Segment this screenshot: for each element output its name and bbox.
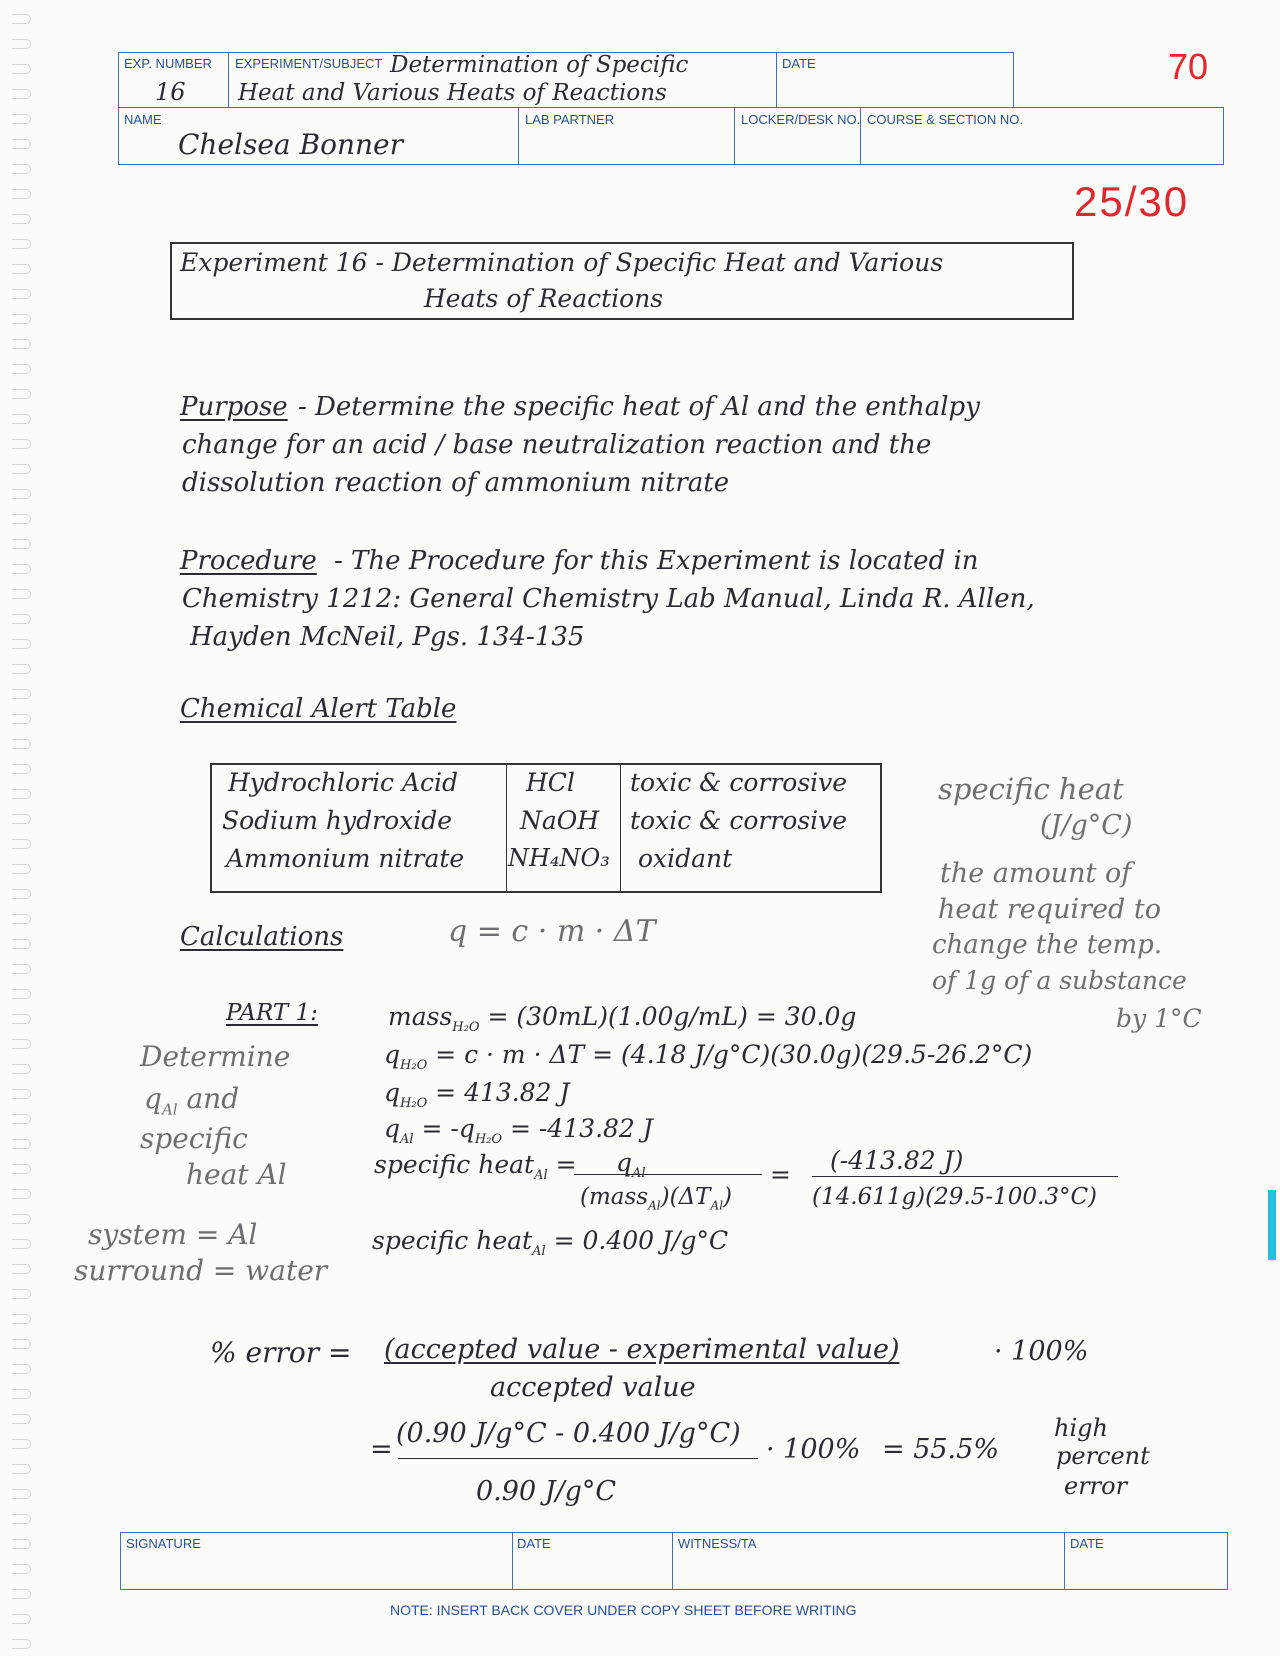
spiral-hole bbox=[12, 239, 31, 249]
purpose-line3: dissolution reaction of ammonium nitrate bbox=[182, 468, 730, 498]
spiral-hole bbox=[12, 939, 31, 949]
margin-note-line3: specific bbox=[140, 1122, 248, 1155]
chem-row2-hazard: toxic & corrosive bbox=[630, 806, 848, 835]
spiral-hole bbox=[12, 639, 31, 649]
spiral-hole bbox=[12, 1389, 31, 1399]
spiral-hole bbox=[12, 1089, 31, 1099]
q-water-line2: $q_{H_2O} = 413.82$ J bbox=[384, 1078, 570, 1111]
specific-heat-numerator: $q_{Al}$ bbox=[616, 1148, 646, 1181]
specific-heat-result: specific heat$_{Al}$ = 0.400 J/g°C bbox=[372, 1226, 729, 1259]
spiral-hole bbox=[12, 1339, 31, 1349]
spiral-hole bbox=[12, 764, 31, 774]
chem-row1-formula: HCl bbox=[526, 768, 575, 797]
spiral-hole bbox=[12, 464, 31, 474]
procedure-line3: Hayden McNeil, Pgs. 134-135 bbox=[190, 622, 585, 652]
system-note: system = Al bbox=[88, 1218, 258, 1251]
spiral-hole bbox=[12, 1064, 31, 1074]
spiral-hole bbox=[12, 1239, 31, 1249]
lab-partner-label: LAB PARTNER bbox=[525, 112, 615, 127]
header-divider-3 bbox=[518, 107, 519, 165]
spiral-hole bbox=[12, 314, 31, 324]
calculations-label: Calculations bbox=[180, 922, 344, 952]
spiral-hole bbox=[12, 1039, 31, 1049]
fraction-line-3 bbox=[398, 1458, 758, 1459]
procedure-line1: - The Procedure for this Experiment is located in bbox=[334, 546, 979, 576]
footer-note: NOTE: INSERT BACK COVER UNDER COPY SHEET BEFORE WRITING bbox=[390, 1602, 857, 1618]
signature-label: SIGNATURE bbox=[126, 1536, 201, 1551]
spiral-hole bbox=[12, 564, 31, 574]
locker-label: LOCKER/DESK NO. bbox=[741, 112, 861, 127]
side-note-line3: the amount of bbox=[940, 858, 1132, 889]
chemical-alert-heading: Chemical Alert Table bbox=[180, 694, 457, 724]
course-label: COURSE & SECTION NO. bbox=[867, 112, 1024, 127]
side-note-line5: change the temp. bbox=[932, 930, 1163, 960]
purpose-label: Purpose bbox=[180, 392, 288, 422]
spiral-hole bbox=[12, 1314, 31, 1324]
chem-row3-formula: NH₄NO₃ bbox=[508, 844, 610, 872]
chem-row1-hazard: toxic & corrosive bbox=[630, 768, 848, 797]
spiral-hole bbox=[12, 1289, 31, 1299]
spiral-hole bbox=[12, 739, 31, 749]
spiral-hole bbox=[12, 114, 31, 124]
spiral-hole bbox=[12, 1514, 31, 1524]
spiral-hole bbox=[12, 1164, 31, 1174]
spiral-hole bbox=[12, 1364, 31, 1374]
percent-error-denominator: accepted value bbox=[490, 1372, 696, 1403]
spiral-hole bbox=[12, 389, 31, 399]
spiral-hole bbox=[12, 1139, 31, 1149]
spiral-hole bbox=[12, 864, 31, 874]
footer-date-label: DATE bbox=[517, 1536, 551, 1551]
spiral-hole bbox=[12, 664, 31, 674]
spiral-hole bbox=[12, 1564, 31, 1574]
spiral-hole bbox=[12, 1414, 31, 1424]
spiral-hole bbox=[12, 1589, 31, 1599]
title-line1: Experiment 16 - Determination of Specific Heat and Various bbox=[180, 248, 944, 277]
spiral-hole bbox=[12, 539, 31, 549]
percent-note-line3: error bbox=[1064, 1472, 1128, 1500]
spiral-hole bbox=[12, 264, 31, 274]
footer-box bbox=[120, 1532, 1228, 1590]
spiral-hole bbox=[12, 814, 31, 824]
spiral-hole bbox=[12, 89, 31, 99]
chem-row3-name: Ammonium nitrate bbox=[226, 844, 465, 873]
footer-divider-2 bbox=[672, 1532, 673, 1590]
side-note-line4: heat required to bbox=[938, 894, 1161, 925]
margin-note-line1: Determine bbox=[140, 1040, 291, 1073]
spiral-hole bbox=[12, 139, 31, 149]
spiral-hole bbox=[12, 1439, 31, 1449]
spiral-hole bbox=[12, 164, 31, 174]
header-divider-2 bbox=[776, 52, 777, 108]
spiral-hole bbox=[12, 214, 31, 224]
header-divider-4 bbox=[734, 107, 735, 165]
calculations-formula: q = c · m · ΔT bbox=[448, 914, 656, 949]
purpose-line2: change for an acid / base neutralization reaction and the bbox=[182, 430, 932, 460]
spiral-hole bbox=[12, 889, 31, 899]
score-top: 70 bbox=[1168, 46, 1209, 87]
side-note-line2: (J/g°C) bbox=[1040, 810, 1133, 841]
spiral-hole bbox=[12, 1114, 31, 1124]
spiral-hole bbox=[12, 1539, 31, 1549]
fraction-line-1 bbox=[574, 1174, 762, 1175]
side-note-line1: specific heat bbox=[938, 772, 1124, 806]
spiral-hole bbox=[12, 14, 31, 24]
spiral-hole bbox=[12, 1489, 31, 1499]
specific-heat-denominator: $(mass_{Al})(\Delta T_{Al})$ bbox=[580, 1184, 733, 1213]
subject-line1: Determination of Specific bbox=[390, 52, 689, 78]
specific-heat-numerator2: (-413.82 J) bbox=[830, 1146, 964, 1175]
spiral-hole bbox=[12, 789, 31, 799]
q-al-line: $q_{Al} = -q_{H_2O} = -413.82$ J bbox=[384, 1114, 653, 1147]
margin-note-line4: heat Al bbox=[186, 1158, 287, 1191]
percent-error-times: · 100% bbox=[994, 1336, 1089, 1367]
percent-note-line2: percent bbox=[1056, 1442, 1150, 1470]
footer-divider-3 bbox=[1064, 1532, 1065, 1590]
chem-row1-name: Hydrochloric Acid bbox=[228, 768, 459, 797]
procedure-label: Procedure bbox=[180, 546, 317, 576]
chem-row2-formula: NaOH bbox=[520, 806, 600, 835]
specific-heat-denominator2: (14.611g)(29.5-100.3°C) bbox=[812, 1184, 1098, 1210]
spiral-hole bbox=[12, 839, 31, 849]
spiral-hole bbox=[12, 1614, 31, 1624]
side-note-line6: of 1g of a substance bbox=[932, 966, 1187, 995]
spiral-hole bbox=[12, 689, 31, 699]
spiral-hole bbox=[12, 1464, 31, 1474]
specific-heat-eq2: = bbox=[770, 1160, 791, 1189]
spiral-hole bbox=[12, 1639, 31, 1649]
header-divider-1 bbox=[228, 52, 229, 108]
exp-number-label: EXP. NUMBER bbox=[124, 56, 212, 71]
fraction-line-2 bbox=[812, 1176, 1118, 1177]
percent-error-numerator2: (0.90 J/g°C - 0.400 J/g°C) bbox=[396, 1418, 741, 1449]
percent-error-denominator2: 0.90 J/g°C bbox=[476, 1476, 617, 1507]
percent-error-label: % error = bbox=[210, 1336, 352, 1369]
percent-error-eq: = bbox=[370, 1434, 393, 1465]
percent-error-times2: · 100% bbox=[766, 1434, 861, 1465]
spiral-hole bbox=[12, 989, 31, 999]
spiral-hole bbox=[12, 189, 31, 199]
spiral-hole bbox=[12, 914, 31, 924]
spiral-binding bbox=[0, 0, 40, 1656]
specific-heat-label: specific heat$_{Al}$ = bbox=[374, 1150, 577, 1183]
student-name: Chelsea Bonner bbox=[178, 128, 403, 161]
footer-date2-label: DATE bbox=[1070, 1536, 1104, 1551]
mass-line: mass$_{H_2O}$ = (30mL)(1.00g/mL) = 30.0g bbox=[388, 1002, 857, 1035]
spiral-hole bbox=[12, 439, 31, 449]
spiral-hole bbox=[12, 39, 31, 49]
spiral-hole bbox=[12, 514, 31, 524]
page-edge-tab bbox=[1268, 1190, 1276, 1260]
subject-line2: Heat and Various Heats of Reactions bbox=[238, 80, 667, 106]
spiral-hole bbox=[12, 414, 31, 424]
spiral-hole bbox=[12, 589, 31, 599]
spiral-hole bbox=[12, 364, 31, 374]
margin-note-line2: $q_{Al}$ and bbox=[144, 1082, 240, 1119]
witness-label: WITNESS/TA bbox=[678, 1536, 757, 1551]
purpose-line1: - Determine the specific heat of Al and the enthalpy bbox=[298, 392, 980, 422]
spiral-hole bbox=[12, 1189, 31, 1199]
percent-error-numerator: (accepted value - experimental value) bbox=[384, 1334, 900, 1365]
spiral-hole bbox=[12, 489, 31, 499]
percent-error-result: = 55.5% bbox=[882, 1434, 999, 1465]
spiral-hole bbox=[12, 964, 31, 974]
title-line2: Heats of Reactions bbox=[424, 284, 664, 313]
chem-row3-hazard: oxidant bbox=[638, 844, 733, 873]
surround-note: surround = water bbox=[74, 1254, 328, 1287]
spiral-hole bbox=[12, 714, 31, 724]
part1-label: PART 1: bbox=[226, 1000, 318, 1026]
date-label: DATE bbox=[782, 56, 816, 71]
percent-note-line1: high bbox=[1054, 1414, 1108, 1442]
spiral-hole bbox=[12, 1264, 31, 1274]
exp-number-value: 16 bbox=[155, 78, 186, 106]
name-label: NAME bbox=[124, 112, 162, 127]
chem-row2-name: Sodium hydroxide bbox=[222, 806, 453, 835]
score: 25/30 bbox=[1074, 178, 1190, 225]
side-note-line7: by 1°C bbox=[1116, 1004, 1202, 1033]
footer-divider-1 bbox=[512, 1532, 513, 1590]
spiral-hole bbox=[12, 64, 31, 74]
spiral-hole bbox=[12, 339, 31, 349]
procedure-line2: Chemistry 1212: General Chemistry Lab Manual, Linda R. Allen, bbox=[182, 584, 1035, 614]
q-water-line1: $q_{H_2O} = c \cdot m \cdot \Delta T = (4.18$ J/g°C)(30.0g)(29.5-26.2°C) bbox=[384, 1040, 1033, 1073]
spiral-hole bbox=[12, 1214, 31, 1224]
spiral-hole bbox=[12, 289, 31, 299]
subject-label: EXPERIMENT/SUBJECT bbox=[235, 56, 383, 71]
spiral-hole bbox=[12, 1014, 31, 1024]
spiral-hole bbox=[12, 614, 31, 624]
